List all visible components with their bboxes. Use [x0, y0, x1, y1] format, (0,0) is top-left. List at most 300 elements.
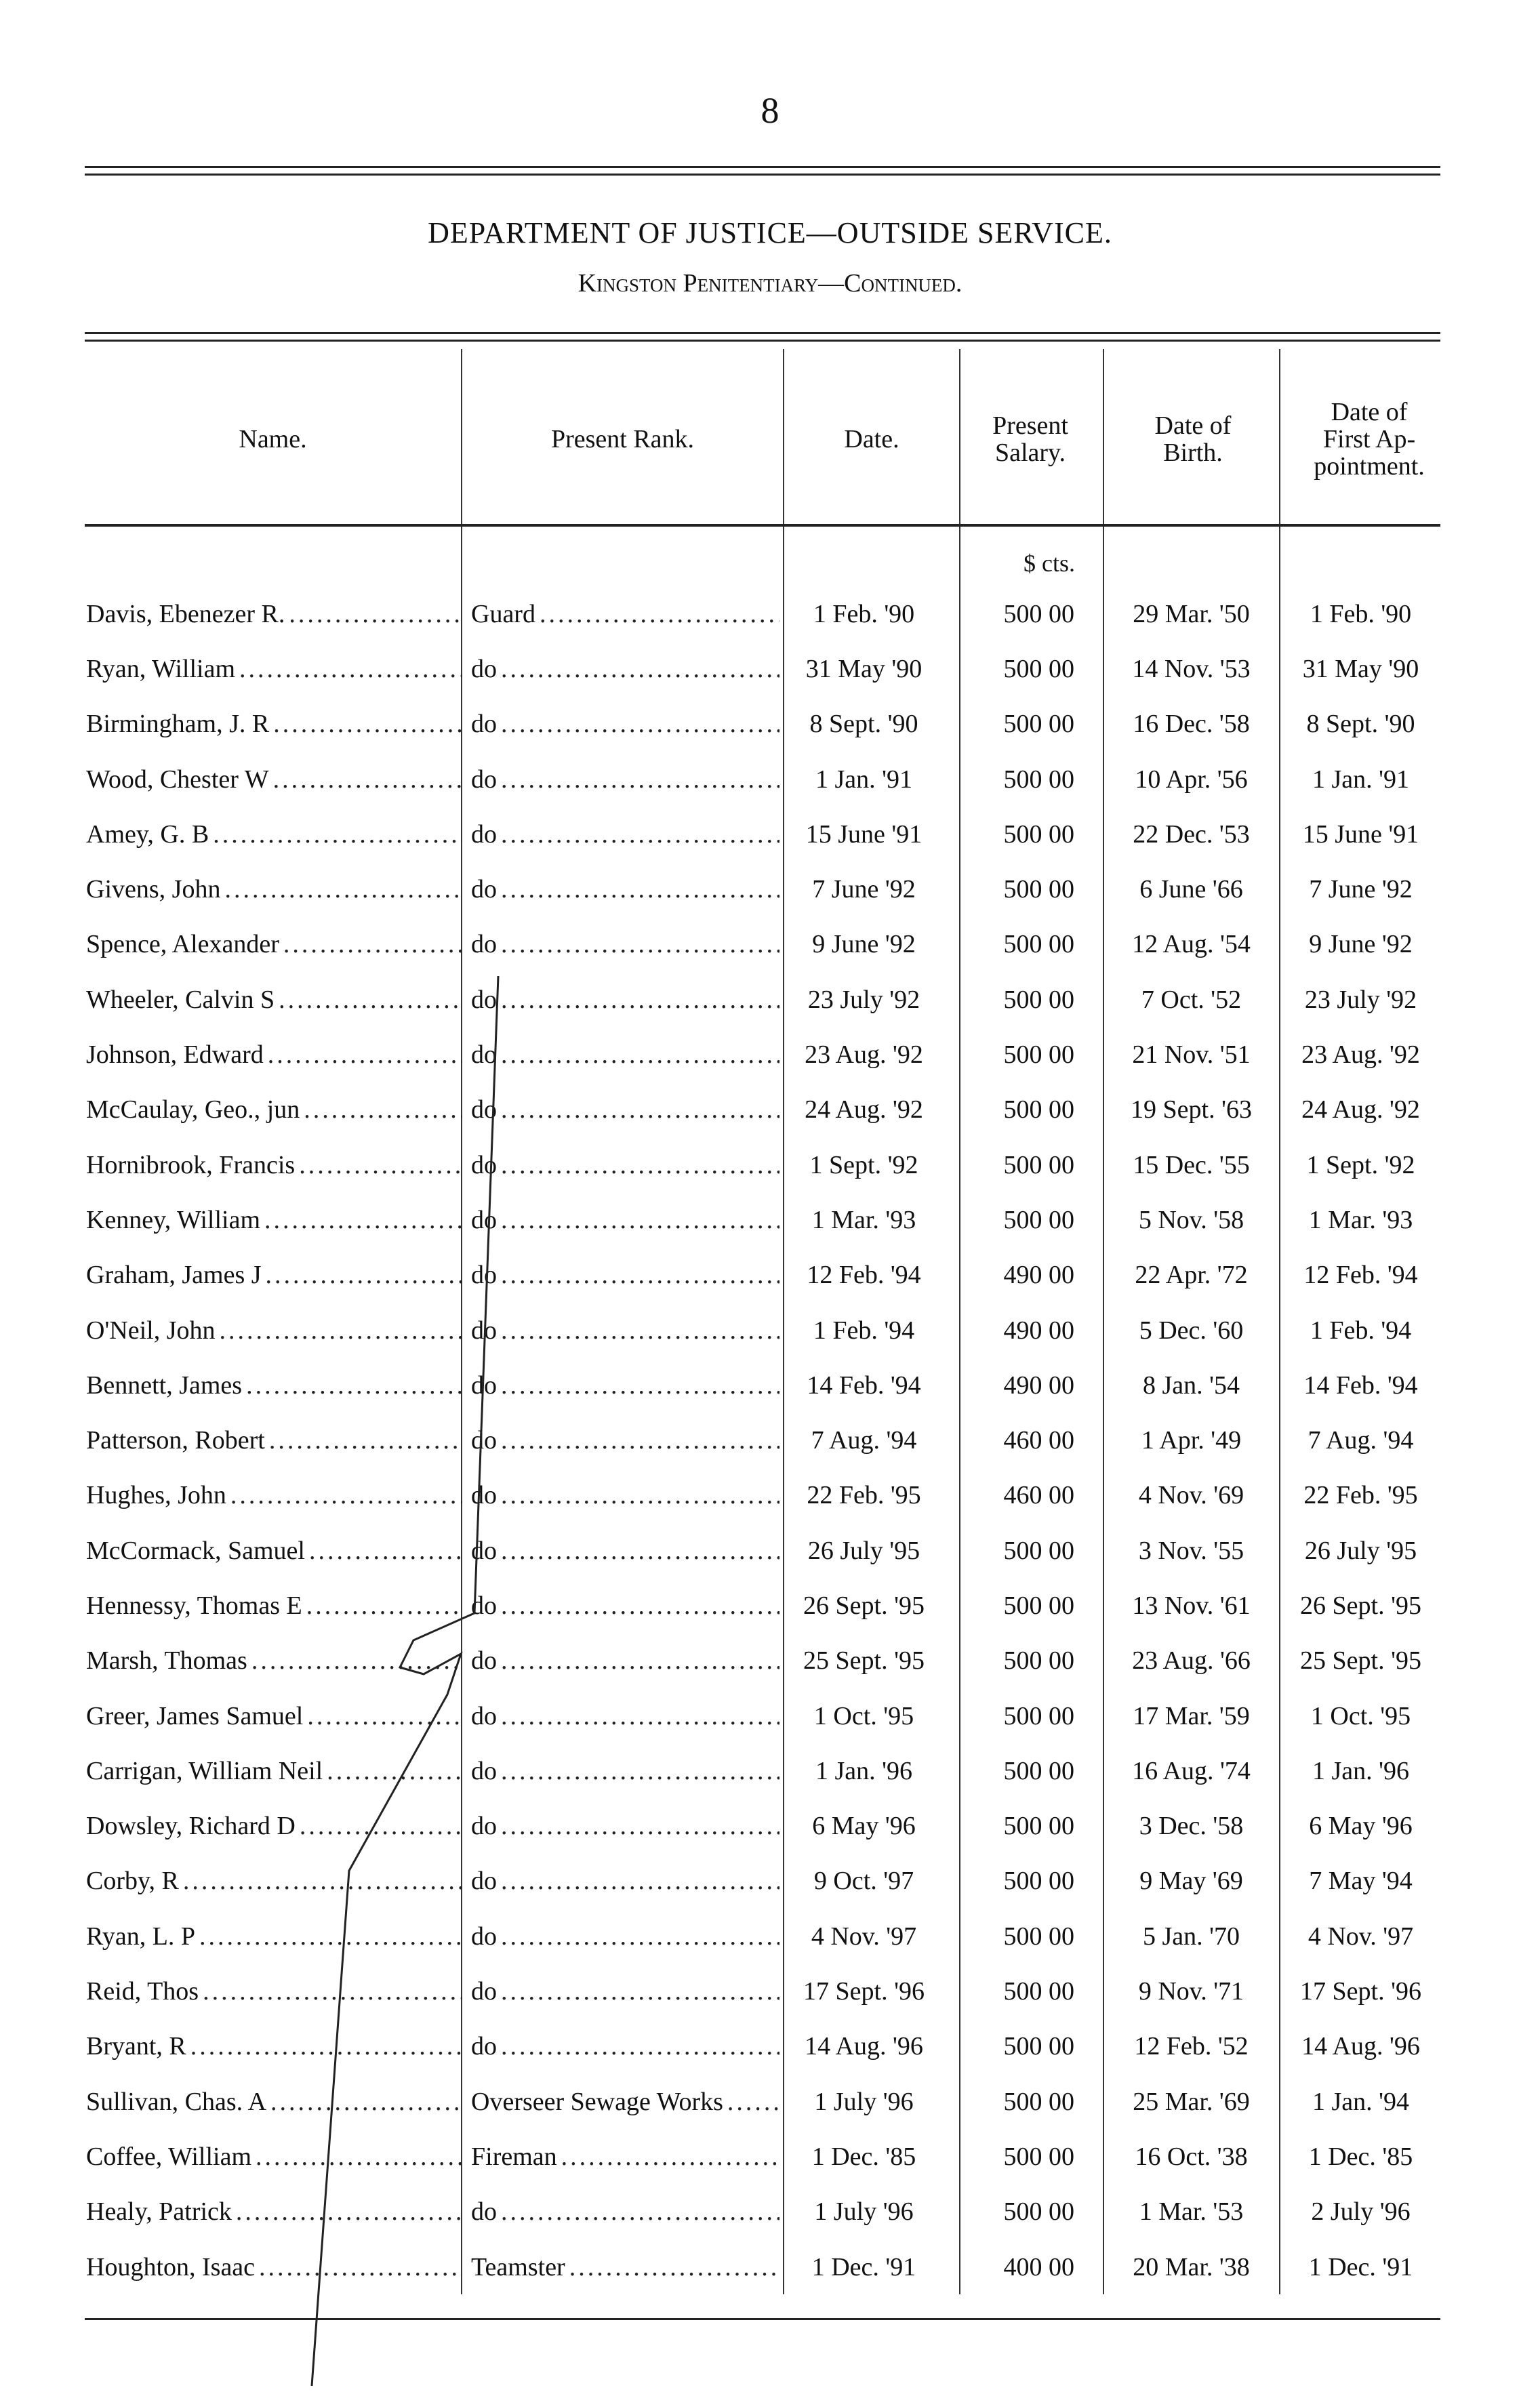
- table-row: [85, 861, 1440, 916]
- cell-date: [784, 752, 944, 807]
- dot-leader: [199, 1922, 462, 1951]
- cell-birth-text: 1 Apr. '49: [1141, 1426, 1242, 1455]
- cell-name-text: Bryant, R: [86, 2032, 186, 2061]
- dot-leader: [501, 1866, 779, 1896]
- cell-birth: [1105, 1578, 1278, 1633]
- cell-salary-text: 500 00: [1003, 1867, 1074, 1896]
- cell-birth: [1105, 1413, 1278, 1467]
- cell-birth-text: 21 Nov. '51: [1132, 1040, 1251, 1070]
- cell-rank: [471, 1027, 779, 1082]
- dot-leader: [246, 1370, 462, 1400]
- cell-birth-text: 29 Mar. '50: [1133, 599, 1250, 628]
- cell-date-text: 14 Feb. '94: [807, 1370, 921, 1400]
- cell-date-text: 1 Feb. '90: [813, 599, 915, 628]
- cell-first-appointment: [1281, 2239, 1440, 2294]
- cell-salary: [952, 697, 1088, 752]
- cell-date: [784, 1743, 944, 1798]
- cell-salary-text: 500 00: [1003, 875, 1074, 904]
- cell-date: [784, 1192, 944, 1247]
- cell-rank: [471, 1964, 779, 2018]
- cell-date-text: 14 Aug. '96: [805, 2032, 923, 2061]
- cell-name: [86, 1082, 462, 1137]
- dot-leader: [501, 1260, 779, 1290]
- cell-birth: [1105, 586, 1278, 641]
- cell-salary: [952, 861, 1088, 916]
- dot-leader: [224, 874, 462, 904]
- cell-name-text: Amey, G. B: [86, 819, 209, 849]
- dot-leader: [501, 1095, 779, 1124]
- cell-date: [784, 1854, 944, 1909]
- cell-birth-text: 9 Nov. '71: [1138, 1977, 1244, 2006]
- cell-first-appointment-text: 26 Sept. '95: [1300, 1591, 1421, 1620]
- cell-birth-text: 16 Aug. '74: [1132, 1756, 1251, 1785]
- table-row: [85, 1248, 1440, 1303]
- cell-name-text: Spence, Alexander: [86, 930, 279, 959]
- cell-date: [784, 1964, 944, 2018]
- cell-date-text: 22 Feb. '95: [807, 1481, 921, 1510]
- cell-date: [784, 1688, 944, 1743]
- cell-rank-text: do: [471, 930, 497, 959]
- cell-rank: [471, 2185, 779, 2239]
- cell-first-appointment-text: 1 Mar. '93: [1308, 1205, 1413, 1234]
- cell-name-text: Johnson, Edward: [86, 1040, 264, 1070]
- cell-birth: [1105, 1027, 1278, 1082]
- cell-date-text: 31 May '90: [805, 654, 923, 683]
- cell-birth-text: 5 Dec. '60: [1139, 1316, 1244, 1345]
- cell-salary: [952, 1413, 1088, 1467]
- cell-salary: [952, 1027, 1088, 1082]
- cell-name-text: Marsh, Thomas: [86, 1646, 247, 1676]
- cell-first-appointment: [1281, 1303, 1440, 1358]
- cell-date: [784, 917, 944, 972]
- dot-leader: [501, 765, 779, 794]
- cell-name-text: Graham, James J: [86, 1261, 262, 1290]
- cell-salary: [952, 641, 1088, 696]
- cell-salary-text: 490 00: [1003, 1370, 1074, 1400]
- cell-rank-text: do: [471, 1812, 497, 1841]
- cell-rank: [471, 1468, 779, 1523]
- cell-salary-text: 500 00: [1003, 1205, 1074, 1234]
- cell-salary-text: 500 00: [1003, 654, 1074, 683]
- cell-salary-text: 460 00: [1003, 1481, 1074, 1510]
- header-first-appointment: Date of First Ap- pointment.: [1314, 397, 1425, 481]
- cell-birth-text: 1 Mar. '53: [1139, 2197, 1244, 2227]
- cell-first-appointment: [1281, 2074, 1440, 2129]
- cell-name-text: Bennett, James: [86, 1370, 243, 1400]
- table-row: [85, 1358, 1440, 1413]
- table-row: [85, 1468, 1440, 1523]
- cell-first-appointment-text: 4 Nov. '97: [1308, 1922, 1414, 1951]
- cell-name: [86, 1413, 462, 1467]
- cell-first-appointment: [1281, 2129, 1440, 2184]
- table-row: [85, 752, 1440, 807]
- dot-leader: [501, 1480, 779, 1510]
- cell-salary-text: 400 00: [1003, 2252, 1074, 2281]
- cell-first-appointment-text: 14 Feb. '94: [1303, 1370, 1418, 1400]
- cell-first-appointment: [1281, 1137, 1440, 1192]
- cell-date-text: 12 Feb. '94: [807, 1261, 921, 1290]
- dot-leader: [269, 1425, 462, 1455]
- dot-leader: [501, 1205, 779, 1235]
- dot-leader: [283, 929, 462, 959]
- cell-date: [784, 861, 944, 916]
- cell-birth-text: 12 Aug. '54: [1132, 930, 1251, 959]
- table-body: [85, 586, 1440, 2294]
- cell-name-text: McCaulay, Geo., jun: [86, 1095, 300, 1124]
- cell-rank-text: do: [471, 985, 497, 1014]
- cell-date: [784, 2129, 944, 2184]
- cell-rank-text: Fireman: [471, 2142, 557, 2171]
- cell-birth-text: 22 Apr. '72: [1135, 1261, 1248, 1290]
- cell-rank: [471, 1799, 779, 1854]
- cell-salary: [952, 1743, 1088, 1798]
- dot-leader: [501, 1646, 779, 1676]
- cell-salary-text: 500 00: [1003, 2142, 1074, 2171]
- cell-date: [784, 1413, 944, 1467]
- dot-leader: [203, 1976, 462, 2006]
- dot-leader: [501, 1811, 779, 1841]
- cell-salary-text: 500 00: [1003, 599, 1074, 628]
- cell-name: [86, 1633, 462, 1688]
- cell-date-text: 1 July '96: [814, 2087, 914, 2116]
- cell-salary-text: 500 00: [1003, 710, 1074, 739]
- cell-rank-text: do: [471, 1922, 497, 1951]
- cell-salary: [952, 1468, 1088, 1523]
- dot-leader: [230, 1480, 462, 1510]
- cell-date-text: 15 June '91: [805, 819, 923, 849]
- cell-first-appointment-text: 1 Feb. '90: [1310, 599, 1412, 628]
- header-rule: [85, 524, 1440, 527]
- cell-first-appointment: [1281, 2019, 1440, 2074]
- cell-salary: [952, 1799, 1088, 1854]
- dot-leader: [256, 2142, 462, 2172]
- cell-first-appointment: [1281, 1248, 1440, 1303]
- dot-leader: [501, 929, 779, 959]
- cell-birth-text: 6 June '66: [1139, 875, 1243, 904]
- table-row: [85, 1192, 1440, 1247]
- cell-rank-text: do: [471, 1977, 497, 2006]
- dot-leader: [236, 2197, 462, 2227]
- cell-date-text: 1 Jan. '91: [815, 765, 912, 794]
- cell-date: [784, 1468, 944, 1523]
- dot-leader: [299, 1150, 462, 1180]
- cell-date-text: 1 Feb. '94: [813, 1316, 915, 1345]
- salary-units: $ cts.: [1024, 550, 1075, 577]
- cell-first-appointment-text: 6 May '96: [1309, 1812, 1413, 1841]
- cell-first-appointment-text: 1 Dec. '85: [1308, 2142, 1413, 2171]
- cell-date-text: 1 Mar. '93: [811, 1205, 916, 1234]
- cell-name-text: Patterson, Robert: [86, 1426, 265, 1455]
- cell-birth: [1105, 641, 1278, 696]
- cell-birth-text: 14 Nov. '53: [1132, 654, 1251, 683]
- cell-date-text: 24 Aug. '92: [805, 1095, 923, 1124]
- cell-rank: [471, 1082, 779, 1137]
- cell-rank: [471, 1358, 779, 1413]
- cell-first-appointment: [1281, 1854, 1440, 1909]
- table-header: [85, 349, 1440, 529]
- cell-birth-text: 7 Oct. '52: [1141, 985, 1242, 1014]
- cell-first-appointment-text: 7 May '94: [1309, 1867, 1413, 1896]
- cell-rank-text: do: [471, 765, 497, 794]
- cell-first-appointment-text: 7 Aug. '94: [1308, 1426, 1414, 1455]
- cell-date: [784, 1082, 944, 1137]
- cell-name: [86, 2129, 462, 2184]
- dot-leader: [501, 1756, 779, 1786]
- cell-first-appointment-text: 23 July '92: [1304, 985, 1417, 1014]
- cell-name-text: McCormack, Samuel: [86, 1536, 305, 1565]
- cell-name: [86, 2074, 462, 2129]
- cell-first-appointment: [1281, 1633, 1440, 1688]
- cell-first-appointment-text: 1 Jan. '96: [1312, 1756, 1409, 1785]
- dot-leader: [727, 2087, 779, 2117]
- table-row: [85, 1303, 1440, 1358]
- cell-birth: [1105, 2185, 1278, 2239]
- cell-birth-text: 16 Oct. '38: [1135, 2142, 1248, 2171]
- cell-salary-text: 500 00: [1003, 2197, 1074, 2227]
- cell-rank: [471, 2239, 779, 2294]
- cell-rank-text: do: [471, 1756, 497, 1785]
- cell-salary-text: 490 00: [1003, 1316, 1074, 1345]
- dot-leader: [501, 1040, 779, 1070]
- cell-rank: [471, 586, 779, 641]
- cell-first-appointment: [1281, 641, 1440, 696]
- cell-name: [86, 861, 462, 916]
- cell-first-appointment-text: 9 June '92: [1309, 930, 1413, 959]
- cell-salary: [952, 1578, 1088, 1633]
- cell-name-text: Ryan, L. P: [86, 1922, 196, 1951]
- cell-birth: [1105, 2019, 1278, 2074]
- cell-birth-text: 15 Dec. '55: [1133, 1150, 1250, 1179]
- cell-name: [86, 752, 462, 807]
- cell-name: [86, 1854, 462, 1909]
- cell-name: [86, 1909, 462, 1964]
- cell-date: [784, 1578, 944, 1633]
- cell-salary: [952, 2074, 1088, 2129]
- cell-birth: [1105, 1909, 1278, 1964]
- cell-salary-text: 500 00: [1003, 1756, 1074, 1785]
- cell-rank: [471, 2074, 779, 2129]
- cell-birth-text: 20 Mar. '38: [1133, 2252, 1250, 2281]
- cell-first-appointment: [1281, 861, 1440, 916]
- cell-salary: [952, 917, 1088, 972]
- cell-first-appointment: [1281, 752, 1440, 807]
- cell-birth: [1105, 752, 1278, 807]
- cell-date-text: 8 Sept. '90: [809, 710, 918, 739]
- table-row: [85, 1523, 1440, 1578]
- cell-rank: [471, 1633, 779, 1688]
- cell-rank-text: do: [471, 1370, 497, 1400]
- cell-name-text: Dowsley, Richard D: [86, 1812, 296, 1841]
- cell-date: [784, 2074, 944, 2129]
- cell-date-text: 7 Aug. '94: [811, 1426, 917, 1455]
- cell-rank: [471, 1137, 779, 1192]
- cell-name: [86, 2239, 462, 2294]
- cell-date-text: 1 Jan. '96: [815, 1756, 912, 1785]
- cell-date: [784, 1303, 944, 1358]
- cell-rank-text: do: [471, 1316, 497, 1345]
- cell-name-text: Hennessy, Thomas E: [86, 1591, 302, 1620]
- table-row: [85, 1688, 1440, 1743]
- cell-rank-text: Guard: [471, 599, 535, 628]
- table-row: [85, 1137, 1440, 1192]
- cell-date: [784, 2019, 944, 2074]
- cell-name: [86, 1688, 462, 1743]
- cell-salary: [952, 1909, 1088, 1964]
- cell-date-text: 1 Oct. '95: [813, 1701, 914, 1730]
- dot-leader: [501, 1536, 779, 1566]
- cell-salary: [952, 2129, 1088, 2184]
- cell-rank: [471, 641, 779, 696]
- cell-birth-text: 19 Sept. '63: [1131, 1095, 1252, 1124]
- cell-rank: [471, 1578, 779, 1633]
- dot-leader: [501, 1922, 779, 1951]
- cell-birth-text: 10 Apr. '56: [1135, 765, 1248, 794]
- dot-leader: [300, 1811, 462, 1841]
- cell-date-text: 1 Dec. '85: [811, 2142, 916, 2171]
- cell-rank: [471, 1192, 779, 1247]
- cell-birth: [1105, 1799, 1278, 1854]
- cell-rank: [471, 1303, 779, 1358]
- cell-first-appointment: [1281, 807, 1440, 861]
- cell-date: [784, 2185, 944, 2239]
- cell-salary-text: 500 00: [1003, 1701, 1074, 1730]
- cell-first-appointment: [1281, 697, 1440, 752]
- cell-salary-text: 500 00: [1003, 1591, 1074, 1620]
- dot-leader: [501, 1316, 779, 1345]
- cell-name: [86, 697, 462, 752]
- cell-birth-text: 17 Mar. '59: [1133, 1701, 1250, 1730]
- dot-leader: [183, 1866, 462, 1896]
- cell-name-text: Givens, John: [86, 875, 221, 904]
- cell-name-text: Davis, Ebenezer R.: [86, 599, 285, 628]
- cell-birth: [1105, 1964, 1278, 2018]
- cell-first-appointment: [1281, 1799, 1440, 1854]
- cell-salary: [952, 1303, 1088, 1358]
- cell-salary: [952, 1688, 1088, 1743]
- cell-name-text: Healy, Patrick: [86, 2197, 232, 2227]
- cell-birth: [1105, 1137, 1278, 1192]
- cell-salary: [952, 1358, 1088, 1413]
- cell-rank-text: do: [471, 710, 497, 739]
- table-row: [85, 1082, 1440, 1137]
- cell-salary: [952, 1137, 1088, 1192]
- cell-name-text: Hughes, John: [86, 1481, 226, 1510]
- cell-first-appointment: [1281, 1743, 1440, 1798]
- dot-leader: [569, 2252, 779, 2282]
- cell-rank-text: do: [471, 1426, 497, 1455]
- cell-name-text: Corby, R: [86, 1867, 179, 1896]
- table-row: [85, 697, 1440, 752]
- dot-leader: [561, 2142, 779, 2172]
- cell-birth-text: 23 Aug. '66: [1132, 1646, 1251, 1676]
- cell-rank-text: do: [471, 1591, 497, 1620]
- dot-leader: [501, 654, 779, 684]
- page-heading: DEPARTMENT OF JUSTICE—OUTSIDE SERVICE.: [428, 216, 1112, 249]
- cell-name: [86, 972, 462, 1027]
- cell-rank: [471, 1743, 779, 1798]
- dot-leader: [501, 1425, 779, 1455]
- table-row: [85, 1027, 1440, 1082]
- cell-date: [784, 586, 944, 641]
- cell-name-text: Reid, Thos: [86, 1977, 199, 2006]
- cell-rank-text: do: [471, 1205, 497, 1234]
- table-row: [85, 1964, 1440, 2018]
- cell-date: [784, 1523, 944, 1578]
- cell-rank: [471, 2129, 779, 2184]
- dot-leader: [501, 1591, 779, 1621]
- cell-first-appointment-text: 1 Dec. '91: [1308, 2252, 1413, 2281]
- cell-name: [86, 1799, 462, 1854]
- cell-date: [784, 1633, 944, 1688]
- cell-birth: [1105, 807, 1278, 861]
- table-row: [85, 1854, 1440, 1909]
- cell-rank: [471, 697, 779, 752]
- cell-date: [784, 807, 944, 861]
- cell-rank-text: do: [471, 1701, 497, 1730]
- cell-first-appointment-text: 15 June '91: [1302, 819, 1419, 849]
- cell-birth-text: 5 Nov. '58: [1138, 1205, 1244, 1234]
- cell-salary-text: 500 00: [1003, 1040, 1074, 1070]
- cell-rank: [471, 1688, 779, 1743]
- cell-birth: [1105, 1468, 1278, 1523]
- cell-name: [86, 2019, 462, 2074]
- cell-birth: [1105, 1192, 1278, 1247]
- table-row: [85, 1578, 1440, 1633]
- cell-name: [86, 1137, 462, 1192]
- dot-leader: [501, 819, 779, 849]
- cell-birth-text: 5 Jan. '70: [1142, 1922, 1240, 1951]
- cell-name: [86, 1248, 462, 1303]
- cell-date-text: 26 July '95: [807, 1536, 920, 1565]
- table-row: [85, 1633, 1440, 1688]
- table-row: [85, 972, 1440, 1027]
- cell-first-appointment: [1281, 917, 1440, 972]
- cell-name: [86, 1523, 462, 1578]
- dot-leader: [501, 1976, 779, 2006]
- cell-salary: [952, 1964, 1088, 2018]
- dot-leader: [501, 1150, 779, 1180]
- cell-salary: [952, 586, 1088, 641]
- cell-date-text: 4 Nov. '97: [811, 1922, 917, 1951]
- cell-first-appointment: [1281, 1909, 1440, 1964]
- cell-salary: [952, 1248, 1088, 1303]
- cell-name: [86, 2185, 462, 2239]
- table-row: [85, 1799, 1440, 1854]
- cell-name-text: Houghton, Isaac: [86, 2252, 256, 2281]
- cell-salary-text: 500 00: [1003, 1150, 1074, 1179]
- cell-birth: [1105, 861, 1278, 916]
- cell-date-text: 1 Dec. '91: [811, 2252, 916, 2281]
- cell-rank: [471, 2019, 779, 2074]
- table-row: [85, 641, 1440, 696]
- cell-name: [86, 1192, 462, 1247]
- cell-birth: [1105, 1303, 1278, 1358]
- cell-rank-text: Teamster: [471, 2252, 565, 2281]
- dot-leader: [501, 2031, 779, 2061]
- dot-leader: [307, 1701, 462, 1731]
- cell-rank-text: do: [471, 1867, 497, 1896]
- cell-salary: [952, 752, 1088, 807]
- dot-leader: [273, 709, 462, 739]
- table-row: [85, 917, 1440, 972]
- cell-salary: [952, 2185, 1088, 2239]
- cell-birth-text: 22 Dec. '53: [1133, 819, 1250, 849]
- cell-date: [784, 1248, 944, 1303]
- cell-rank-text: do: [471, 1040, 497, 1070]
- cell-date: [784, 972, 944, 1027]
- cell-birth-text: 25 Mar. '69: [1133, 2087, 1250, 2116]
- cell-date: [784, 1358, 944, 1413]
